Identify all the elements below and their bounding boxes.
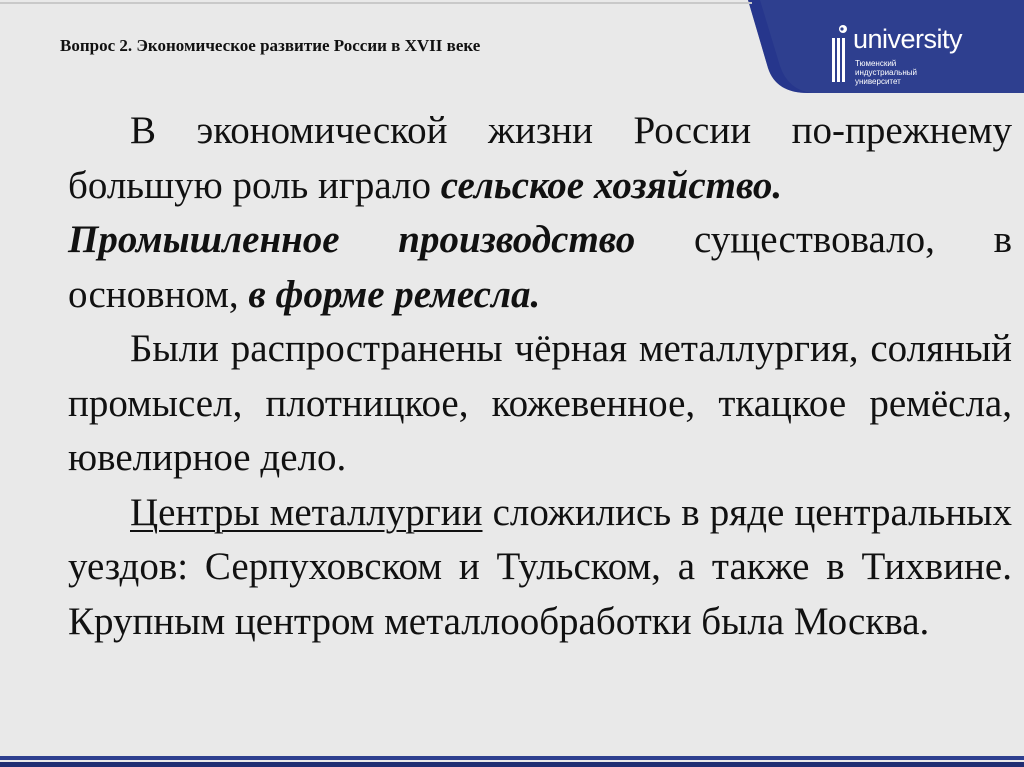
slide-body xyxy=(68,104,1012,649)
paragraph-trades xyxy=(68,322,1012,486)
paragraph-agriculture xyxy=(68,104,1012,213)
bottom-band xyxy=(0,756,1024,767)
logo-wordmark: university xyxy=(853,24,963,54)
university-logo-icon xyxy=(831,24,849,84)
logo-subtitle xyxy=(855,59,917,86)
emphasis-industry: Промышленное производство xyxy=(68,218,636,261)
logo-subtitle-line: Тюменский xyxy=(855,59,897,68)
emphasis-crafts: в форме ремесла. xyxy=(248,272,541,316)
university-logo[interactable] xyxy=(831,16,971,86)
paragraph-text: В экономической жизни России по-прежнему большую роль играло xyxy=(68,109,1012,207)
paragraph-industry xyxy=(68,213,1012,322)
paragraph-centers xyxy=(68,486,1012,650)
underlined-metallurgy-centers: Центры металлургии xyxy=(130,490,483,534)
paragraph-text: Были распространены чёрная металлургия, соляный промысел, плотницкое, кожевенное, ткацкое ремёсла, ювелирное дело. xyxy=(68,327,1012,479)
emphasis-agriculture: сельское хозяйство. xyxy=(440,163,783,207)
logo-subtitle-line: университет xyxy=(855,77,901,86)
page-title: Вопрос 2. Экономическое развитие России в XVII веке xyxy=(60,36,481,55)
paragraph-text: существовало, в основном, xyxy=(68,218,1012,316)
logo-subtitle-line: индустриальный xyxy=(855,68,917,77)
paragraph-text: сложились в ряде центральных уездов: Серпуховском и Тульском, а также в Тихвине. Крупным центром металлообработки была Москва. xyxy=(68,490,1012,643)
